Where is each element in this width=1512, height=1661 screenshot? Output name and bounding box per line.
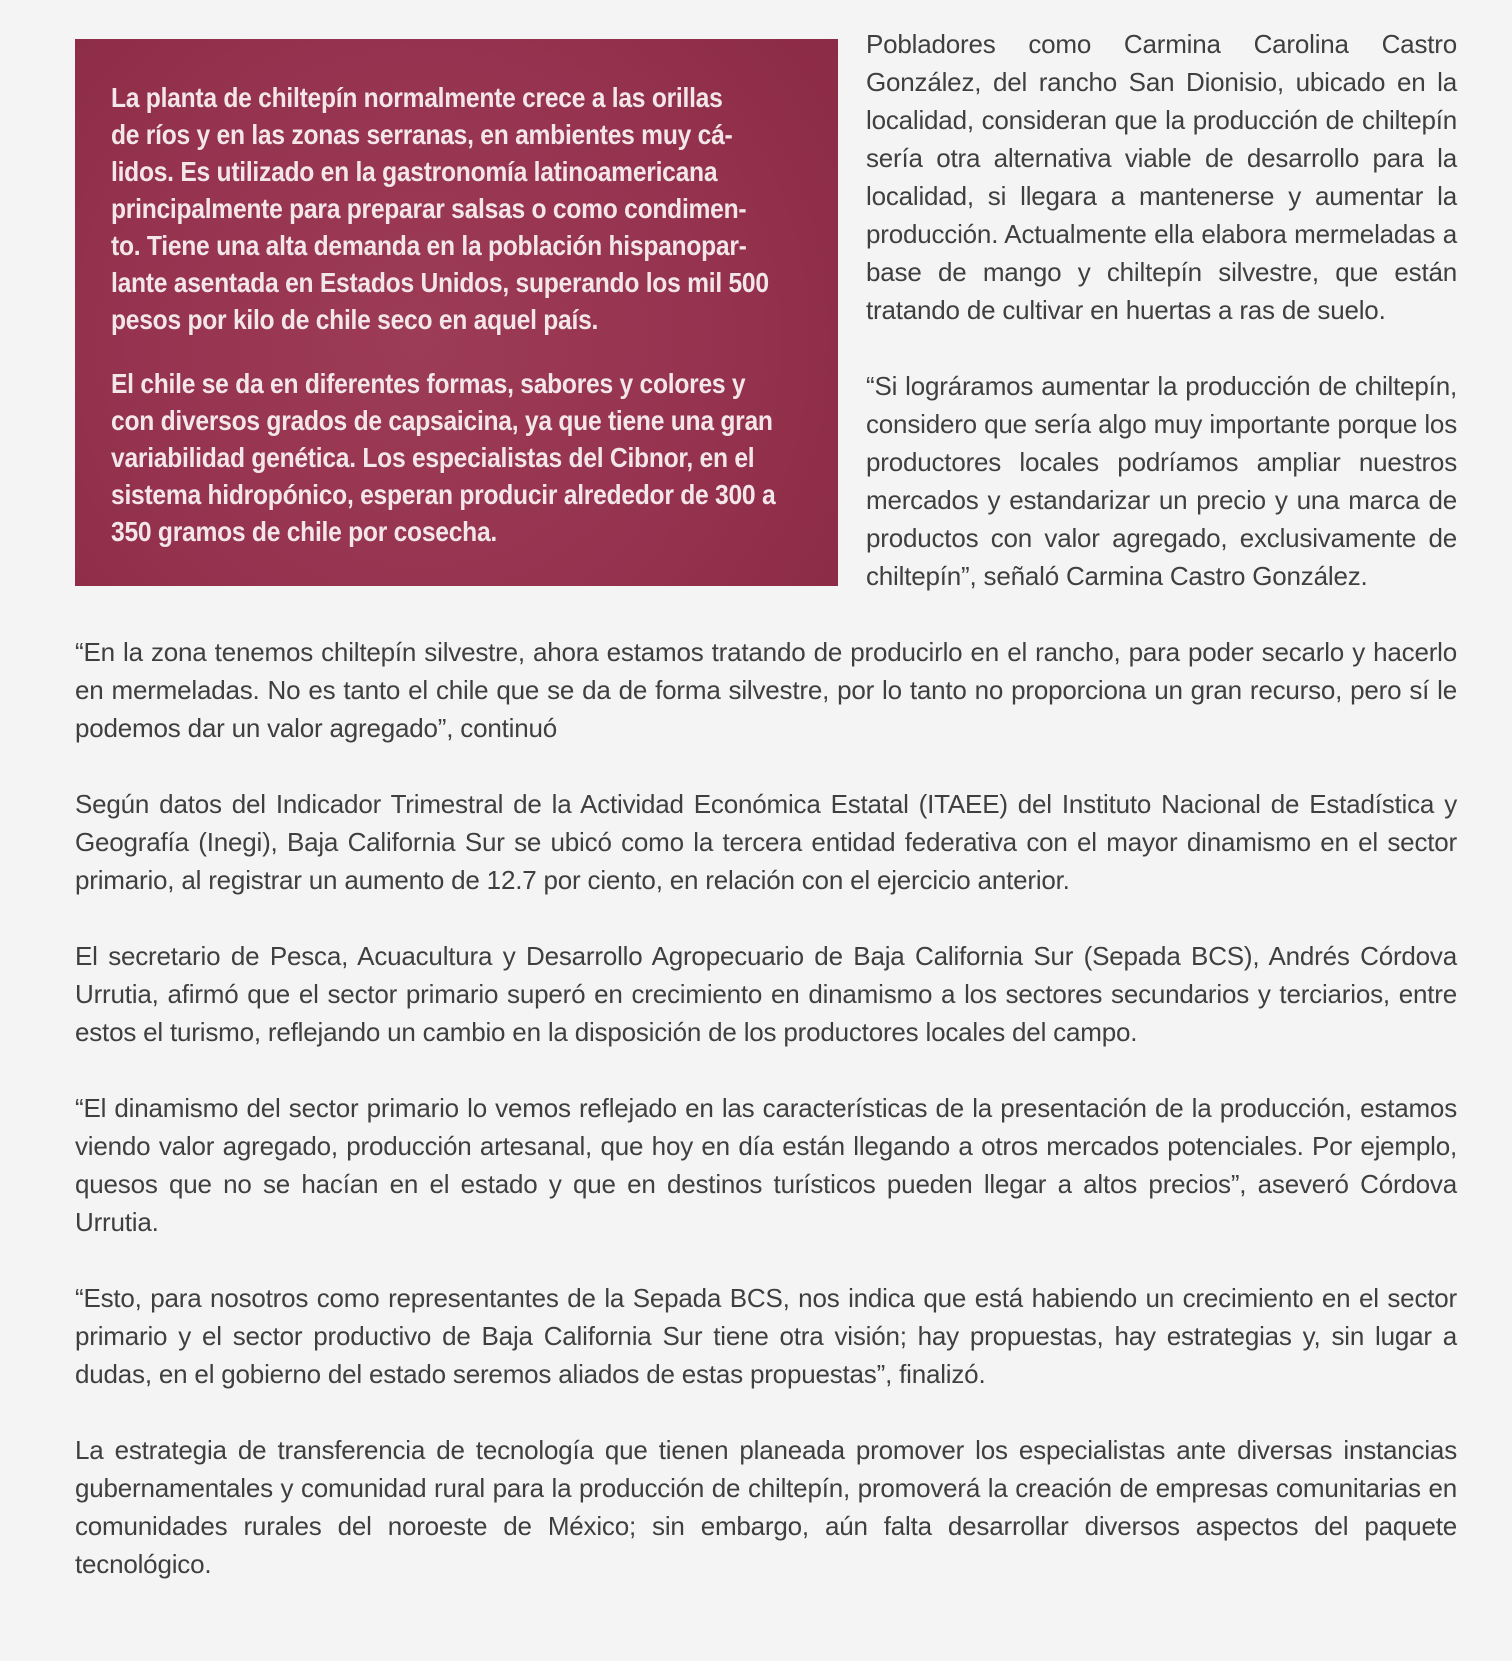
article-paragraph-6: “El dinamismo del sector primario lo vemos reflejado en las características de la presentación de la producción, estamos viendo valor agregado, producción artesanal, que hoy en día están llegando a otros mercados potenciales. Por ejemplo, quesos que no se hacían en el estado y que en destinos turísticos pueden llegar a altos precios”, aseveró Córdova Urrutia. [75, 1093, 1457, 1237]
quote-line: pesos por kilo de chile seco en aquel país. [111, 304, 599, 335]
quote-line: 350 gramos de chile por cosecha. [111, 516, 497, 547]
quote-paragraph-2 [111, 365, 776, 550]
quote-line: La planta de chiltepín normalmente crece a las orillas [111, 82, 723, 113]
article-paragraph-3: “En la zona tenemos chiltepín silvestre, ahora estamos tratando de producirlo en el rancho, para poder secarlo y hacerlo en mermeladas. No es tanto el chile que se da de forma silvestre, por lo tanto no proporciona un gran recurso, pero sí le podemos dar un valor agregado”, continuó [75, 637, 1457, 743]
quote-line: El chile se da en diferentes formas, sabores y colores y [111, 368, 746, 399]
pull-quote-box [75, 39, 838, 586]
quote-line: principalmente para preparar salsas o como condimen- [111, 193, 747, 224]
quote-paragraph-1 [111, 79, 769, 338]
quote-line: lidos. Es utilizado en la gastronomía latinoamericana [111, 156, 718, 187]
article-paragraph-4: Según datos del Indicador Trimestral de la Actividad Económica Estatal (ITAEE) del Instituto Nacional de Estadística y Geografía (Inegi), Baja California Sur se ubicó como la tercera entidad federativa con el mayor dinamismo en el sector primario, al registrar un aumento de 12.7 por ciento, en relación con el ejercicio anterior. [75, 789, 1457, 895]
article-paragraph-1: Pobladores como Carmina Carolina Castro González, del rancho San Dionisio, ubicado en la localidad, consideran que la producción de chiltepín sería otra alternativa viable de desarrollo para la localidad, si llegara a mantenerse y aumentar la producción. Actualmente ella elabora mermeladas a base de mango y chiltepín silvestre, que están tratando de cultivar en huertas a ras de suelo. [866, 29, 1457, 325]
article-paragraph-2: “Si lográramos aumentar la producción de chiltepín, considero que sería algo muy importante porque los productores locales podríamos ampliar nuestros mercados y estandarizar un precio y una marca de productos con valor agregado, exclusivamente de chiltepín”, señaló Carmina Castro González. [866, 371, 1457, 591]
article-paragraph-7: “Esto, para nosotros como representantes de la Sepada BCS, nos indica que está habiendo un crecimiento en el sector primario y el sector productivo de Baja California Sur tiene otra visión; hay propuestas, hay estrategias y, sin lugar a dudas, en el gobierno del estado seremos aliados de estas propuestas”, finalizó. [75, 1283, 1457, 1389]
quote-line: de ríos y en las zonas serranas, en ambientes muy cá- [111, 119, 733, 150]
quote-line: variabilidad genética. Los especialistas del Cibnor, en el [111, 442, 755, 473]
article-paragraph-5: El secretario de Pesca, Acuacultura y Desarrollo Agropecuario de Baja California Sur (Sepada BCS), Andrés Córdova Urrutia, afirmó que el sector primario superó en crecimiento en dinamismo a los sectores secundarios y terciarios, entre estos el turismo, reflejando un cambio en la disposición de los productores locales del campo. [75, 941, 1457, 1047]
quote-line: sistema hidropónico, esperan producir alrededor de 300 a [111, 479, 776, 510]
quote-line: lante asentada en Estados Unidos, superando los mil 500 [111, 267, 769, 298]
article-paragraph-8: La estrategia de transferencia de tecnología que tienen planeada promover los especialistas ante diversas instancias gubernamentales y comunidad rural para la producción de chiltepín, promoverá la creación de empresas comunitarias en comunidades rurales del noroeste de México; sin embargo, aún falta desarrollar diversos aspectos del paquete tecnológico. [75, 1435, 1457, 1579]
quote-line: to. Tiene una alta demanda en la población hispanopar- [111, 230, 747, 261]
quote-line: con diversos grados de capsaicina, ya que tiene una gran [111, 405, 773, 436]
